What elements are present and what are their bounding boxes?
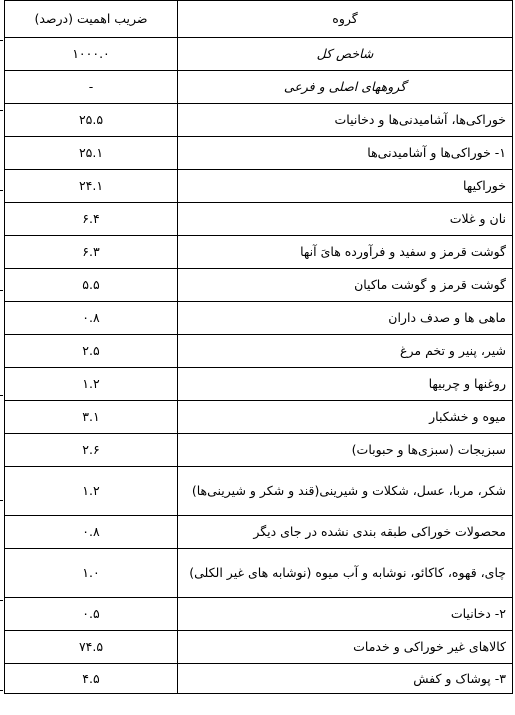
group-cell: ۳- پوشاک و کفش bbox=[178, 664, 513, 694]
table-row bbox=[5, 203, 513, 236]
group-cell: نان و غلات bbox=[178, 203, 513, 236]
table-row bbox=[5, 335, 513, 368]
weight-cell: - bbox=[5, 71, 178, 104]
weight-cell: ۲۵.۵ bbox=[5, 104, 178, 137]
margin-tick bbox=[0, 110, 3, 111]
weight-cell: ۰.۸ bbox=[5, 302, 178, 335]
margin-tick bbox=[0, 40, 3, 41]
group-cell: شاخص کل bbox=[178, 38, 513, 71]
group-cell: محصولات خوراکی طبقه بندی نشده در جای دیگر bbox=[178, 516, 513, 549]
weights-table bbox=[4, 0, 513, 694]
weight-cell: ۱.۰ bbox=[5, 549, 178, 598]
weight-cell: ۲.۶ bbox=[5, 434, 178, 467]
margin-tick bbox=[0, 290, 3, 291]
weight-cell: ۱.۲ bbox=[5, 467, 178, 516]
table-row bbox=[5, 631, 513, 664]
table-row bbox=[5, 401, 513, 434]
table-row bbox=[5, 664, 513, 694]
group-cell: ۱- خوراکی‌ها و آشامیدنی‌ها bbox=[178, 137, 513, 170]
group-cell: ۲- دخانیات bbox=[178, 598, 513, 631]
group-cell: چای، قهوه، کاکائو، نوشابه و آب میوه (نوشابه های غیر الکلی) bbox=[178, 549, 513, 598]
table-row bbox=[5, 434, 513, 467]
table-row bbox=[5, 467, 513, 516]
weight-cell: ۶.۴ bbox=[5, 203, 178, 236]
group-cell: گوشت قرمز و سفید و فرآورده هایَ آنها bbox=[178, 236, 513, 269]
weight-cell: ۶.۳ bbox=[5, 236, 178, 269]
group-cell: میوه و خشکبار bbox=[178, 401, 513, 434]
weight-cell: ۵.۵ bbox=[5, 269, 178, 302]
margin-tick bbox=[0, 600, 3, 601]
weight-cell: ۰.۸ bbox=[5, 516, 178, 549]
table-row bbox=[5, 516, 513, 549]
table-row bbox=[5, 302, 513, 335]
table-row bbox=[5, 104, 513, 137]
group-cell: خوراکی‌ها، آشامیدنی‌ها و دخانیات bbox=[178, 104, 513, 137]
table-row bbox=[5, 38, 513, 71]
group-cell: خوراکیها bbox=[178, 170, 513, 203]
weight-cell: ۳.۱ bbox=[5, 401, 178, 434]
group-cell: گوشت قرمز و گوشت ماکیان bbox=[178, 269, 513, 302]
weight-cell: ۱۰۰۰.۰ bbox=[5, 38, 178, 71]
weight-cell: ۷۴.۵ bbox=[5, 631, 178, 664]
table-row bbox=[5, 71, 513, 104]
weight-cell: ۴.۵ bbox=[5, 664, 178, 694]
table-row bbox=[5, 598, 513, 631]
group-cell: شیر، پنیر و تخم مرغ bbox=[178, 335, 513, 368]
weight-cell: ۱.۲ bbox=[5, 368, 178, 401]
table-row bbox=[5, 549, 513, 598]
group-cell: گروههای اصلی و فرعی bbox=[178, 71, 513, 104]
group-cell: روغنها و چربیها bbox=[178, 368, 513, 401]
margin-tick bbox=[0, 190, 3, 191]
table-row bbox=[5, 170, 513, 203]
table-header-row bbox=[5, 1, 513, 38]
table-row bbox=[5, 137, 513, 170]
group-cell: کالاهای غیر خوراکی و خدمات bbox=[178, 631, 513, 664]
group-cell: شکر، مربا، عسل، شکلات و شیرینی(قند و شکر و شیرینی‌ها) bbox=[178, 467, 513, 516]
weight-cell: ۲.۵ bbox=[5, 335, 178, 368]
header-weight: ضریب اهمیت (درصد) bbox=[5, 1, 178, 38]
margin-tick bbox=[0, 500, 3, 501]
weight-cell: ۲۴.۱ bbox=[5, 170, 178, 203]
margin-tick bbox=[0, 395, 3, 396]
group-cell: سبزیجات (سبزی‌ها و حبوبات) bbox=[178, 434, 513, 467]
weight-cell: ۰.۵ bbox=[5, 598, 178, 631]
weight-cell: ۲۵.۱ bbox=[5, 137, 178, 170]
table-row bbox=[5, 269, 513, 302]
table-row bbox=[5, 236, 513, 269]
table-row bbox=[5, 368, 513, 401]
header-group: گروه bbox=[178, 1, 513, 38]
group-cell: ماهی ها و صدف داران bbox=[178, 302, 513, 335]
margin-tick bbox=[0, 690, 3, 691]
